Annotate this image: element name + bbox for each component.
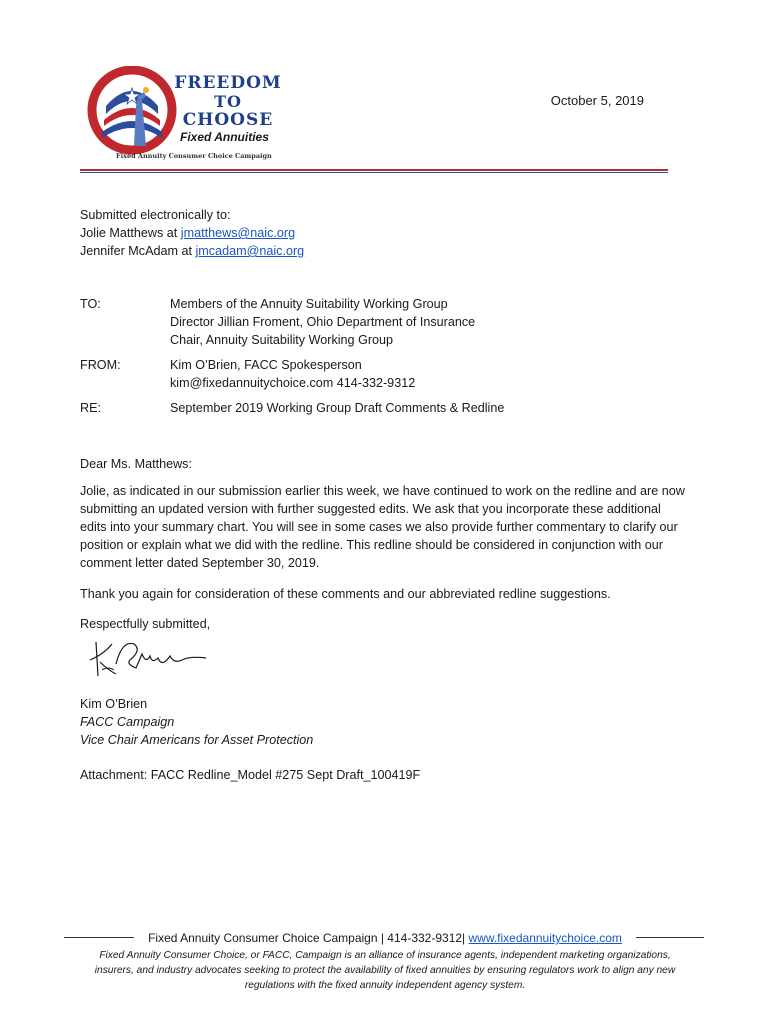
footer-website-link[interactable]: www.fixedannuitychoice.com [468, 931, 622, 945]
recipient-1-name: Jolie Matthews at [80, 226, 181, 240]
footer-contact-text: Fixed Annuity Consumer Choice Campaign | 414-332-9312| [148, 931, 469, 945]
body-paragraph-2: Thank you again for consideration of these comments and our abbreviated redline suggestions. [80, 587, 611, 601]
body-paragraph-1-line: edits into your summary chart. You will see in some cases we also provide further commentary to clarify our [80, 520, 678, 534]
logo-choose-text: CHOOSE [182, 110, 274, 130]
attachment-note: Attachment: FACC Redline_Model #275 Sept Draft_100419F [80, 768, 421, 782]
header-divider-blue [80, 172, 668, 173]
recipient-row-1 [80, 224, 295, 242]
logo-to-text: TO [214, 92, 242, 111]
to-line-2: Director Jillian Froment, Ohio Department of Insurance [170, 315, 476, 329]
body-paragraph-1-line: submitting an updated version with further suggested edits. We ask that you incorporate these additional [80, 502, 661, 516]
re-label: RE: [80, 401, 101, 415]
re-line: September 2019 Working Group Draft Comments & Redline [170, 401, 505, 415]
footer-description-line: regulations with the fixed annuity independent agency system. [244, 980, 526, 991]
letter-date: October 5, 2019 [550, 93, 644, 108]
freedom-to-choose-logo [86, 66, 296, 166]
body-paragraph-1-line: Jolie, as indicated in our submission earlier this week, we have continued to work on the redline and are now [80, 484, 685, 498]
footer-description-line: insurers, and industry advocates seeking to protect the availability of fixed annuities by ensuring regulators work to align any new [94, 965, 676, 976]
body-paragraph-1 [80, 482, 700, 572]
signer-org-text: FACC Campaign [80, 715, 175, 729]
recipient-row-2 [80, 242, 304, 260]
closing: Respectfully submitted, [80, 617, 211, 631]
footer-contact-line [0, 931, 770, 945]
to-line-1: Members of the Annuity Suitability Working Group [170, 297, 448, 311]
header-divider-red [80, 169, 668, 171]
to-label: TO: [80, 297, 101, 311]
logo-tagline: Fixed Annuity Consumer Choice Campaign [116, 152, 272, 160]
signer-org [80, 713, 174, 731]
salutation: Dear Ms. Matthews: [80, 457, 192, 471]
signer-name: Kim O’Brien [80, 697, 148, 711]
footer-description-line: Fixed Annuity Consumer Choice, or FACC, Campaign is an alliance of insurance agents, independent marketing organizations, [99, 950, 671, 961]
to-line-3: Chair, Annuity Suitability Working Group [170, 333, 394, 347]
signer-title [80, 731, 313, 749]
signer-title-text: Vice Chair Americans for Asset Protection [80, 733, 314, 747]
recipient-2-email-link[interactable]: jmcadam@naic.org [195, 244, 305, 258]
recipient-1-email-link[interactable]: jmatthews@naic.org [180, 226, 296, 240]
submitted-heading: Submitted electronically to: [80, 208, 231, 222]
logo-freedom-text: FREEDOM [174, 73, 282, 93]
body-paragraph-1-line: comment letter dated September 30, 2019. [80, 556, 320, 570]
footer-description [70, 948, 700, 993]
from-label: FROM: [80, 358, 121, 372]
recipient-2-name: Jennifer McAdam at [80, 244, 196, 258]
body-paragraph-1-line: position or explain what we did with the redline. This redline should be considered in conjunction with our [80, 538, 663, 552]
handwritten-signature [86, 634, 216, 682]
from-line-2: kim@fixedannuitychoice.com 414-332-9312 [170, 376, 416, 390]
from-line-1: Kim O’Brien, FACC Spokesperson [170, 358, 362, 372]
logo-fixed-annuities-text: Fixed Annuities [180, 130, 269, 144]
